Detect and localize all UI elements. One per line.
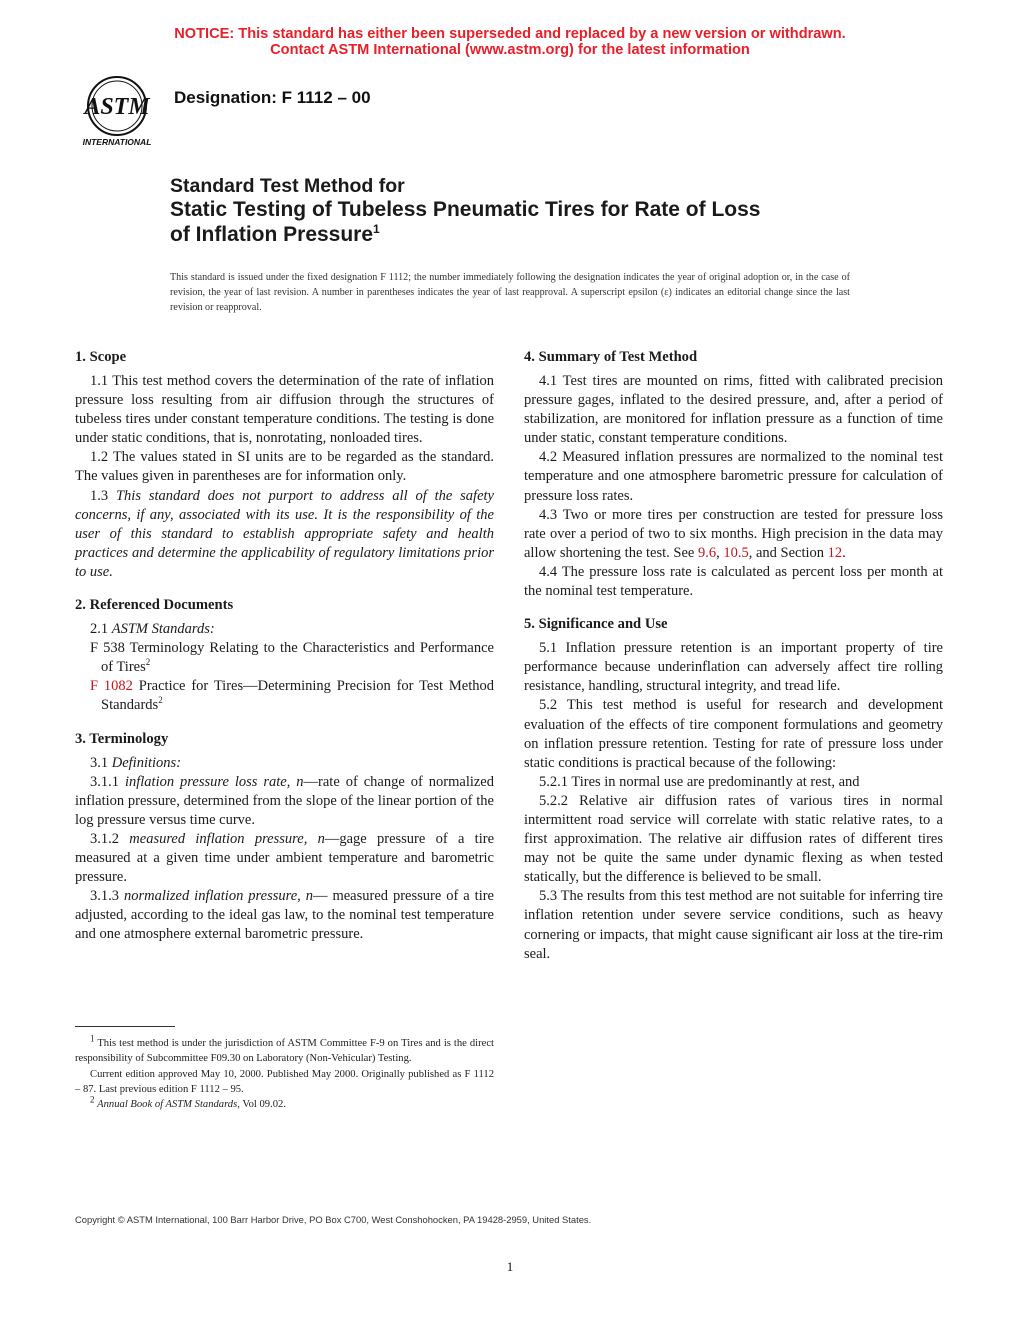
notice-line-2: Contact ASTM International (www.astm.org) for the latest information (270, 41, 750, 58)
designation: Designation: F 1112 – 00 (174, 88, 371, 107)
footnote-1-text: This test method is under the jurisdiction of ASTM Committee F-9 on Tires and is the direct responsibility of Subcommittee F09.30 on Laboratory (Non-Vehicular) Testing. (75, 1038, 494, 1065)
footnote-1-marker: 1 (90, 1033, 95, 1044)
title-line-2: Static Testing of Tubeless Pneumatic Tires for Rate of Loss (170, 198, 761, 221)
ref-text-f538: Terminology Relating to the Characteristics and Performance of Tires (101, 640, 494, 676)
def-1-term: inflation pressure loss rate, n (124, 773, 304, 790)
ref-footnote-f538: 2 (145, 657, 151, 668)
para-1-3-num: 1.3 (90, 487, 109, 504)
def-2-text: —gage pressure of a tire measured at a given time under ambient temperature and barometric pressure. (75, 830, 494, 886)
para-4-3-text: 4.3 Two or more tires per construction are tested for pressure loss rate over a period of two to six months. High precision in the data may allow shortening the test. See (524, 506, 943, 561)
para-5-2-2: 5.2.2 Relative air diffusion rates of various tires in normal intermittent road service will correlate with static relative rates, to a first approximation. The relative air diffusion rates of different tires may not be quite the same under dynamic flexing as when tested statically, but the difference is believed to be small. (524, 792, 943, 886)
section-heading-terminology: 3. Terminology (75, 730, 169, 747)
def-2-term: measured inflation pressure, n (129, 830, 325, 847)
ref-item-f538 (75, 639, 494, 677)
para-1-1: 1.1 This test method covers the determination of the rate of inflation pressure loss resulting from air diffusion through the structures of tubeless tires under constant temperature conditions. The testing is done under static conditions, that is, nonrotating, nonloaded tires. (75, 373, 494, 447)
def-3-num: 3.1.3 (90, 888, 119, 905)
link-section-12[interactable]: 12 (827, 544, 843, 561)
right-column (524, 348, 943, 964)
ref-id-f538: F 538 (90, 640, 125, 657)
ref-item-f1082 (75, 677, 494, 715)
footnote-2-marker: 2 (90, 1094, 95, 1105)
def-1-num: 3.1.1 (90, 773, 119, 790)
para-4-4: 4.4 The pressure loss rate is calculated as percent loss per month at the nominal test temperature. (524, 563, 943, 600)
para-5-2-1: 5.2.1 Tires in normal use are predominantly at rest, and (539, 773, 860, 790)
title-line-3-text: of Inflation Pressure (170, 222, 374, 246)
def-3-text: — measured pressure of a tire adjusted, according to the ideal gas law, to the nominal test temperature and one atmosphere external barometric pressure. (75, 888, 494, 943)
section-heading-significance: 5. Significance and Use (524, 616, 668, 633)
footnotes (75, 1033, 494, 1112)
astm-logo (74, 74, 160, 150)
footnote-2 (75, 1094, 494, 1112)
logo-subtext: INTERNATIONAL (82, 137, 152, 147)
footnote-1 (75, 1033, 494, 1067)
para-4-1: 4.1 Test tires are mounted on rims, fitted with calibrated precision pressure gages, inflated to the desired pressure, and, after a period of stabilization, are monitored for inflation pressure as a function of time under static, constant temperature conditions. (524, 373, 943, 447)
withdrawal-notice (0, 27, 1020, 58)
para-3-1-label: Definitions: (111, 754, 182, 771)
para-3-1-1 (75, 773, 494, 830)
section-heading-summary: 4. Summary of Test Method (524, 349, 698, 365)
para-1-3-text: This standard does not purport to address all of the safety concerns, if any, associated with its use. It is the responsibility of the user of this standard to establish appropriate safety and health practices and determine the applicability of regulatory limitations prior to use. (75, 487, 494, 580)
footnote-1-edition: Current edition approved May 10, 2000. Published May 2000. Originally published as F 1112 – 87. Last previous edition F 1112 – 95. (75, 1068, 494, 1095)
left-column (75, 348, 494, 944)
link-9-6[interactable]: 9.6 (697, 544, 717, 561)
para-5-1: 5.1 Inflation pressure retention is an important property of tire performance because underinflation can adversely affect tire rolling resistance, handling, structural integrity, and tread life. (524, 640, 943, 695)
document-title (170, 175, 760, 247)
para-2-1 (75, 620, 494, 639)
para-3-1-3 (75, 887, 494, 944)
footnote-2-title: Annual Book of ASTM Standards (97, 1099, 238, 1111)
para-5-2: 5.2 This test method is useful for research and development evaluation of the effects of tire component formulations and geometry on inflation pressure retention. Testing for rate of pressure loss under static conditions is practical because of the following: (524, 697, 943, 771)
para-4-3: 4.3 Two or more tires per construction are tested for pressure loss rate over a period of two to six months. High precision in the data may allow shortening the test. See 9.6, 10.5, and Section 12. (524, 506, 943, 561)
logo-text: ASTM (84, 94, 150, 120)
ref-link-f1082[interactable]: F 1082 (90, 678, 133, 695)
title-line-3 (170, 223, 760, 248)
title-line-1: Standard Test Method for (170, 175, 405, 197)
para-3-1-2 (75, 830, 494, 887)
para-2-1-label: ASTM Standards: (111, 621, 215, 638)
para-1-3 (75, 487, 494, 582)
footnote-2-text: , Vol 09.02. (237, 1099, 286, 1111)
link-10-5[interactable]: 10.5 (723, 544, 749, 561)
def-1-text: —rate of change of normalized inflation pressure, determined from the slope of the linear portion of the log pressure versus time curve. (75, 773, 494, 828)
ref-text-f1082: Practice for Tires—Determining Precision for Test Method Standards (101, 678, 494, 714)
copyright-line: Copyright © ASTM International, 100 Barr Harbor Drive, PO Box C700, West Conshohocken, PA 19428-2959, United States. (75, 1214, 592, 1225)
para-4-2: 4.2 Measured inflation pressures are normalized to the nominal test temperature and one atmosphere barometric pressure for calculation of pressure loss rates. (524, 449, 943, 504)
ref-footnote-f1082: 2 (158, 695, 163, 706)
def-2-num: 3.1.2 (90, 830, 119, 847)
footnote-divider (75, 1026, 175, 1027)
para-1-2: 1.2 The values stated in SI units are to be regarded as the standard. The values given in parentheses are for information only. (75, 449, 494, 485)
page-number: 1 (506, 1259, 514, 1274)
notice-line-1: NOTICE: This standard has either been superseded and replaced by a new version or withdrawn. (174, 26, 846, 42)
title-footnote-ref: 1 (373, 221, 380, 236)
para-5-3: 5.3 The results from this test method are not suitable for inferring tire inflation retention under severe service conditions, such as heavy cornering or impacts, that might cause significant air loss at the tire-rim seal. (524, 888, 943, 962)
astm-logo-icon (74, 74, 160, 150)
section-heading-referenced-documents: 2. Referenced Documents (75, 597, 234, 614)
para-4-3-text-2: , and Section (748, 544, 828, 561)
para-2-1-num: 2.1 (90, 621, 109, 638)
para-3-1-num: 3.1 (90, 754, 109, 771)
def-3-term: normalized inflation pressure, n (123, 888, 313, 905)
para-3-1 (75, 754, 494, 773)
section-heading-scope: 1. Scope (75, 349, 127, 365)
issuance-statement: This standard is issued under the fixed designation F 1112; the number immediately following the designation indicates the year of original adoption or, in the case of revision, the year of last revision. A number in parentheses indicates the year of last reapproval. A superscript epsilon (ε) indicates an editorial change since the last revision or reapproval. (170, 272, 850, 313)
